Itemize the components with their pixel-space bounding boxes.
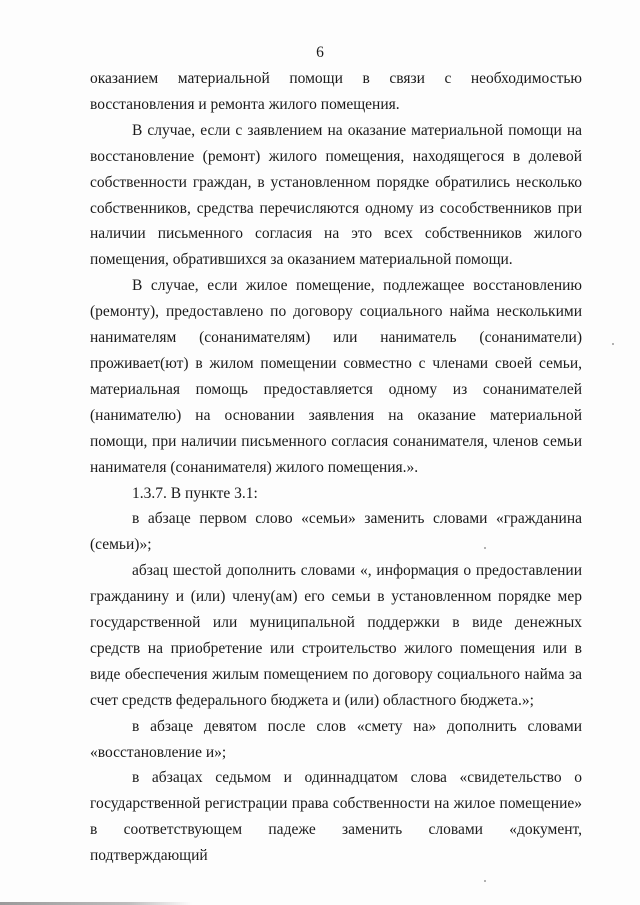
paragraph-clause-heading: 1.3.7. В пункте 3.1: <box>132 484 258 502</box>
paragraph-continuation: оказанием материальной помощи в связи с необходимостью восстановления и ремонта жилого помещения. <box>90 70 582 113</box>
paragraph-shared-ownership: В случае, если с заявлением на оказание материальной помощи на восстановление (ремонт) жилого помещения, находящегося в долевой собственности граждан, в установленном порядке обратились несколько собственников, средства перечисляются одному из сособственников при наличии письменного согласия на это всех собственников жилого помещения, обратившихся за оказанием материальной помощи. <box>90 121 582 269</box>
document-body <box>90 66 582 869</box>
paragraph-amendment-first: в абзаце первом слово «семьи» заменить словами «гражданина (семьи)»; <box>90 510 582 554</box>
scan-speck <box>484 547 486 549</box>
paragraph-amendment-ninth: в абзаце девятом после слов «смету на» дополнить словами «восстановление и»; <box>90 717 582 761</box>
paragraph-social-tenancy: В случае, если жилое помещение, подлежащее восстановлению (ремонту), предоставлено по договору социального найма несколькими нанимателям (сонанимателям) или наниматель (сонаниматели) проживает(ют) в жилом помещении совместно с членами своей семьи, материальная помощь предоставляется одному из сонанимателей (нанимателю) на основании заявления на оказание материальной помощи, при наличии письменного согласия сонанимателя, членов семьи нанимателя (сонанимателя) жилого помещения.». <box>90 277 582 476</box>
scan-speck <box>484 880 486 882</box>
paragraph-amendment-sixth: абзац шестой дополнить словами «, информация о предоставлении гражданину и (или) члену(ам) его семьи в установленном порядке мер государственной или муниципальной поддержки в виде денежных средств на приобретение или строительство жилого помещения или в виде обеспечения жилым помещением по договору социального найма за счет средств федерального бюджета и (или) областного бюджета.»; <box>90 562 582 709</box>
scan-speck <box>612 343 614 345</box>
page-number: 6 <box>316 44 324 61</box>
paragraph-amendment-seventh-eleventh: в абзацах седьмом и одиннадцатом слова «свидетельство о государственной регистрации права собственности на жилое помещение» в соответствующем падеже заменить словами «документ, подтверждающий <box>90 769 582 865</box>
